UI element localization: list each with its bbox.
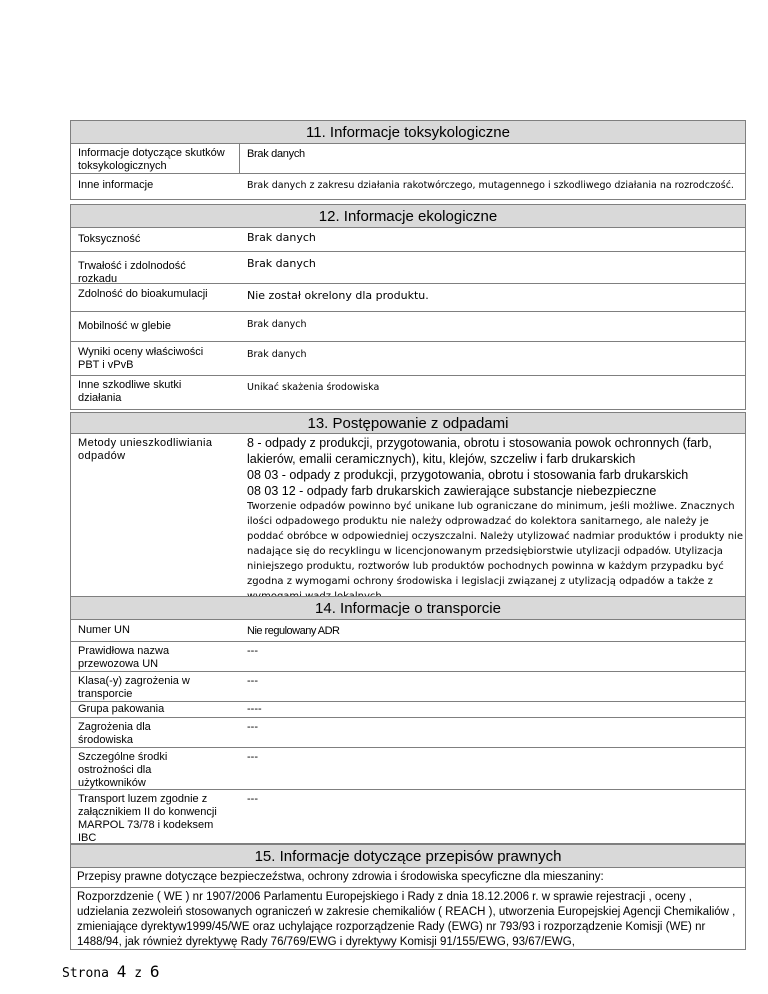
- s14-row-class: [70, 672, 746, 702]
- waste-code-3: 08 03 12 - odpady farb drukarskich zawierające substancje niebezpieczne: [247, 484, 657, 498]
- row-label: Numer UN: [78, 624, 130, 636]
- row-value: ---: [247, 793, 258, 805]
- row-value: ---: [247, 751, 258, 763]
- row-label: Inne szkodliwe skutki działania: [78, 379, 182, 404]
- row-label: Trwałość i zdolnodość rozkadu: [78, 260, 186, 285]
- row-value: Brak danych: [247, 319, 307, 330]
- footer-total: 6: [149, 962, 160, 981]
- s14-row-precautions: [70, 748, 746, 790]
- row-label: Zdolność do bioakumulacji: [78, 288, 208, 300]
- row-label: Mobilność w glebie: [78, 320, 171, 332]
- s13-row-disposal: [70, 434, 746, 598]
- row-value: Brak danych: [247, 257, 316, 270]
- row-label: Transport luzem zgodnie z załącznikiem II do konwencji MARPOL 73/78 i kodeksem IBC: [78, 793, 217, 844]
- row-value: ----: [247, 703, 262, 715]
- row-value: ---: [247, 721, 258, 733]
- row-value: Nie regulowany ADR: [247, 625, 340, 637]
- waste-code-1: 8 - odpady z produkcji, przygotowania, obrotu i stosowania powok ochronnych (farb, lakierów, emalii ceramicznych), kitu, klejów, szczeliw i farb drukarskich: [247, 436, 712, 466]
- waste-note: Tworzenie odpadów powinno być unikane lub ograniczane do minimum, jeśli możliwe. Znacznych ilości odpadowego produktu nie należy odprowadzać do kolektora sanitarnego, ale należy je poddać obróbce w odpowiedniej oczyszczalni. Należy utylizować nadmiar produktów i produkty nie nadające się do recyklingu w licencjonowanym przedsiębiorstwie utylizacji odpadów. Utylizacja niniejszego produktu, roztworów lub produktów pochodnych powinna w każdym przypadku być zgodna z wymogami ochrony środowiska i legislacji związanej z utylizacją odpadów a także z: [247, 501, 743, 587]
- footer-sep: z: [134, 966, 143, 981]
- row-value: Brak danych z zakresu działania rakotwórczego, mutagennego i szkodliwego działania na rozrodczość.: [247, 180, 734, 191]
- s14-row-environment: [70, 718, 746, 748]
- section-14-header: 14. Informacje o transporcie: [70, 596, 746, 620]
- s12-row-toxicity: [70, 228, 746, 252]
- row-value: Nie został okrelony dla produktu.: [247, 289, 429, 302]
- row-label: Wyniki oceny właściwości PBT i vPvB: [78, 346, 204, 371]
- row-label: Grupa pakowania: [78, 703, 165, 715]
- row-value: ---: [247, 675, 258, 687]
- section-11-header: 11. Informacje toksykologiczne: [70, 120, 746, 144]
- disposal-content: [247, 435, 743, 602]
- waste-code-2: 08 03 - odpady z produkcji, przygotowania, obrotu i stosowania farb drukarskich: [247, 468, 689, 482]
- section-12-header: 12. Informacje ekologiczne: [70, 204, 746, 228]
- s12-row-other-effects: [70, 376, 746, 410]
- row-value: Brak danych: [247, 231, 316, 244]
- s15-regulation: Rozporzdzenie ( WE ) nr 1907/2006 Parlamentu Europejskiego i Rady z dnia 18.12.2006 r. w sprawie rejestracji , oceny , udzielania zezwoleiń stosowanych ograniczeń w zakresie chemikaliów ( REACH ), utworzenia Europejskiej Agencji Chemikaliów , zmieniające dyrektyw1999/45/WE oraz uchylające rozporządzenie Rady (EWG) nr 793/93 i rozporządzenie Komisji (WE) nr 1488/94, jak również dyrektywę Rady 76/769/EWG i dyrektywy Komisji 91/155/EWG, 93/67/EWG,: [70, 888, 746, 950]
- footer-prefix: Strona: [62, 966, 109, 981]
- row-value: ---: [247, 645, 258, 657]
- s12-row-bioaccumulation: [70, 284, 746, 312]
- row-value: Brak danych: [247, 349, 307, 360]
- s11-row-other: [70, 174, 746, 200]
- row-label: Szczególne środki ostrożności dla użytkowników: [78, 751, 168, 789]
- footer-page: 4: [116, 962, 127, 981]
- row-label: Inne informacje: [78, 179, 154, 191]
- row-label: Metody unieszkodliwiania odpadów: [78, 437, 213, 462]
- s14-row-un: [70, 620, 746, 642]
- s14-row-packing: [70, 702, 746, 718]
- page-footer: [62, 962, 160, 981]
- row-label: Klasa(-y) zagrożenia w transporcie: [78, 675, 190, 700]
- row-label: Zagrożenia dla środowiska: [78, 721, 151, 746]
- s12-row-mobility: [70, 312, 746, 342]
- row-label: Toksyczność: [78, 233, 141, 245]
- s14-row-name: [70, 642, 746, 672]
- s11-row-effects: [70, 144, 746, 174]
- section-13-header: 13. Postępowanie z odpadami: [70, 412, 746, 434]
- row-label: Informacje dotyczące skutków toksykologicznych: [78, 147, 225, 172]
- row-value: Unikać skażenia środowiska: [247, 382, 380, 393]
- s12-row-persistence: [70, 252, 746, 284]
- section-15-header: 15. Informacje dotyczące przepisów prawnych: [70, 844, 746, 868]
- row-value: Brak danych: [247, 148, 305, 160]
- s15-intro: Przepisy prawne dotyczące bezpieczeźstwa, ochrony zdrowia i środowiska specyficzne dla mieszaniny:: [70, 868, 746, 888]
- row-label: Prawidłowa nazwa przewozowa UN: [78, 645, 170, 670]
- s14-row-bulk: [70, 790, 746, 844]
- s12-row-pbt: [70, 342, 746, 376]
